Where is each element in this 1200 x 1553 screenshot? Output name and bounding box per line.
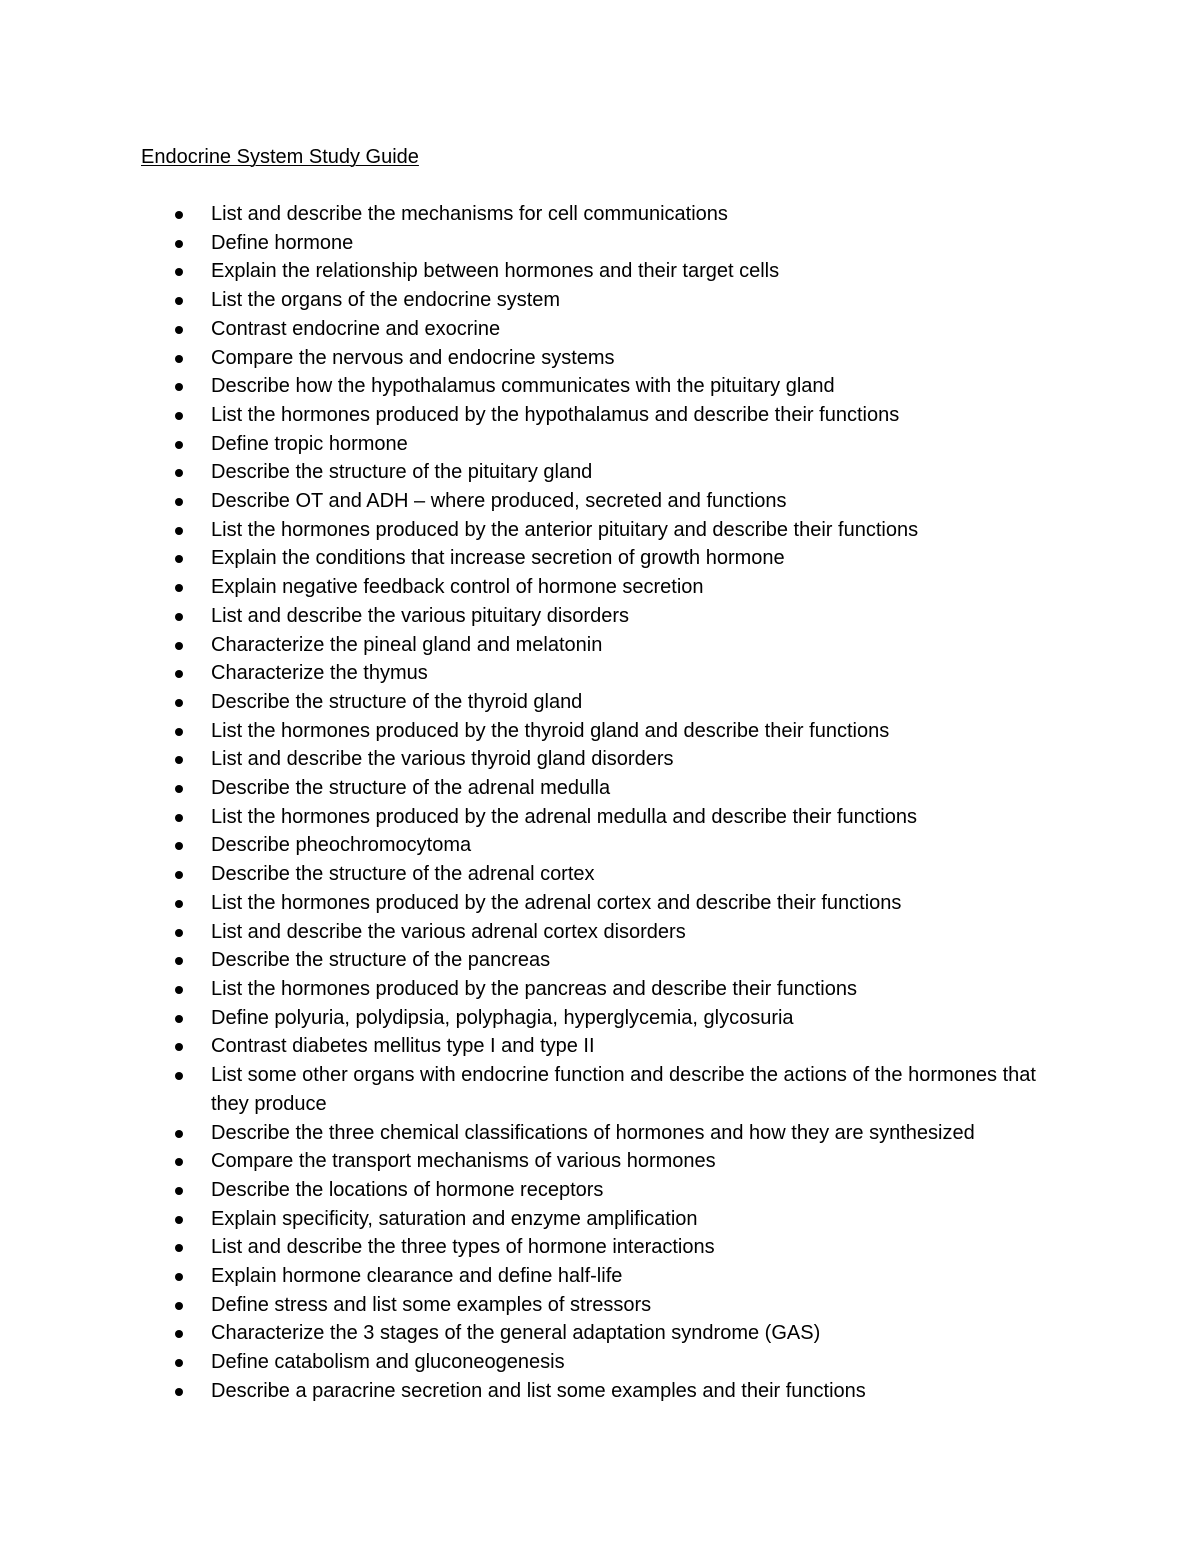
objective-text: Contrast diabetes mellitus type I and type II — [211, 1035, 595, 1058]
bullet-icon — [175, 383, 183, 391]
bullet-icon — [175, 211, 183, 219]
objective-text: List the hormones produced by the thyroid gland and describe their functions — [211, 719, 890, 742]
objective-item — [172, 200, 1052, 229]
objective-text: List some other organs with endocrine function and describe the actions of the hormones that they produce — [211, 1064, 1036, 1115]
objective-text: Characterize the 3 stages of the general adaptation syndrome (GAS) — [211, 1322, 821, 1345]
bullet-icon — [175, 871, 183, 879]
objective-text: Characterize the pineal gland and melatonin — [211, 633, 603, 656]
bullet-icon — [175, 1015, 183, 1023]
bullet-icon — [175, 929, 183, 937]
objective-item — [172, 889, 1052, 918]
objective-text: List the hormones produced by the adrenal cortex and describe their functions — [211, 891, 902, 914]
objective-text: List and describe the various pituitary disorders — [211, 604, 629, 627]
bullet-icon — [175, 1187, 183, 1195]
objective-item — [172, 458, 1052, 487]
bullet-icon — [175, 326, 183, 334]
objective-item — [172, 1377, 1052, 1406]
objective-item — [172, 975, 1052, 1004]
bullet-icon — [175, 555, 183, 563]
bullet-icon — [175, 699, 183, 707]
bullet-icon — [175, 756, 183, 764]
objective-item — [172, 688, 1052, 717]
objective-text: Describe OT and ADH – where produced, secreted and functions — [211, 490, 787, 513]
bullet-icon — [175, 1388, 183, 1396]
objective-text: Contrast endocrine and exocrine — [211, 317, 501, 340]
objective-text: Explain negative feedback control of hormone secretion — [211, 576, 704, 599]
objective-item — [172, 487, 1052, 516]
objective-text: List the hormones produced by the anterior pituitary and describe their functions — [211, 518, 919, 541]
objective-item — [172, 344, 1052, 373]
objective-item — [172, 659, 1052, 688]
objective-item — [172, 430, 1052, 459]
bullet-icon — [175, 842, 183, 850]
objective-text: Describe the structure of the pituitary gland — [211, 461, 593, 484]
objective-item — [172, 372, 1052, 401]
objective-text: List and describe the various thyroid gland disorders — [211, 748, 674, 771]
bullet-icon — [175, 957, 183, 965]
objective-text: Describe the locations of hormone receptors — [211, 1178, 604, 1201]
objective-item — [172, 544, 1052, 573]
bullet-icon — [175, 240, 183, 248]
objective-item — [172, 1205, 1052, 1234]
objective-text: Describe the three chemical classifications of hormones and how they are synthesized — [211, 1121, 975, 1144]
objective-text: Explain specificity, saturation and enzyme amplification — [211, 1207, 698, 1230]
objective-text: Explain hormone clearance and define half-life — [211, 1265, 623, 1288]
objective-text: Describe the structure of the pancreas — [211, 949, 551, 972]
objective-item — [172, 774, 1052, 803]
objective-item — [172, 1291, 1052, 1320]
bullet-icon — [175, 785, 183, 793]
objective-item — [172, 1119, 1052, 1148]
objective-item — [172, 946, 1052, 975]
objective-item — [172, 803, 1052, 832]
objective-item — [172, 602, 1052, 631]
objective-item — [172, 1061, 1052, 1118]
objective-text: List and describe the mechanisms for cell communications — [211, 203, 728, 225]
objective-item — [172, 1032, 1052, 1061]
bullet-icon — [175, 1330, 183, 1338]
bullet-icon — [175, 1158, 183, 1166]
bullet-icon — [175, 1072, 183, 1080]
objective-item — [172, 860, 1052, 889]
objective-item — [172, 229, 1052, 258]
objective-text: Describe the structure of the thyroid gland — [211, 690, 583, 713]
objective-text: Explain the relationship between hormones and their target cells — [211, 260, 780, 283]
objective-item — [172, 257, 1052, 286]
bullet-icon — [175, 527, 183, 535]
objective-text: Describe pheochromocytoma — [211, 834, 472, 857]
objective-text: Explain the conditions that increase secretion of growth hormone — [211, 547, 785, 570]
bullet-icon — [175, 642, 183, 650]
bullet-icon — [175, 1302, 183, 1310]
bullet-icon — [175, 469, 183, 477]
objectives-list — [172, 200, 1052, 1406]
bullet-icon — [175, 613, 183, 621]
objective-item — [172, 1147, 1052, 1176]
objective-item — [172, 1262, 1052, 1291]
bullet-icon — [175, 1043, 183, 1051]
objective-text: Describe a paracrine secretion and list some examples and their functions — [211, 1379, 866, 1402]
objective-item — [172, 1233, 1052, 1262]
objective-item — [172, 315, 1052, 344]
objective-item — [172, 401, 1052, 430]
bullet-icon — [175, 297, 183, 305]
objective-item — [172, 573, 1052, 602]
bullet-icon — [175, 441, 183, 449]
objective-text: List and describe the various adrenal cortex disorders — [211, 920, 686, 943]
objective-text: Define hormone — [211, 231, 354, 254]
bullet-icon — [175, 728, 183, 736]
bullet-icon — [175, 1216, 183, 1224]
objective-text: List the organs of the endocrine system — [211, 289, 561, 312]
objective-text: Compare the nervous and endocrine systems — [211, 346, 615, 369]
bullet-icon — [175, 584, 183, 592]
objective-text: List and describe the three types of hormone interactions — [211, 1236, 715, 1259]
bullet-icon — [175, 412, 183, 420]
objective-item — [172, 745, 1052, 774]
objective-text: Define tropic hormone — [211, 432, 408, 455]
document-title: Endocrine System Study Guide — [141, 146, 419, 168]
bullet-icon — [175, 1359, 183, 1367]
objective-item — [172, 1319, 1052, 1348]
objective-text: Define stress and list some examples of stressors — [211, 1293, 652, 1316]
bullet-icon — [175, 268, 183, 276]
objective-text: List the hormones produced by the adrenal medulla and describe their functions — [211, 805, 917, 828]
bullet-icon — [175, 1273, 183, 1281]
objective-text: List the hormones produced by the hypothalamus and describe their functions — [211, 403, 900, 426]
bullet-icon — [175, 1244, 183, 1252]
objective-text: Describe how the hypothalamus communicates with the pituitary gland — [211, 375, 835, 398]
bullet-icon — [175, 355, 183, 363]
bullet-icon — [175, 1130, 183, 1138]
objective-item — [172, 717, 1052, 746]
bullet-icon — [175, 814, 183, 822]
objective-item — [172, 1348, 1052, 1377]
objective-item — [172, 1004, 1052, 1033]
objective-text: Define catabolism and gluconeogenesis — [211, 1351, 565, 1374]
objective-text: Describe the structure of the adrenal medulla — [211, 777, 611, 800]
objective-item — [172, 516, 1052, 545]
objective-item — [172, 918, 1052, 947]
objective-text: List the hormones produced by the pancreas and describe their functions — [211, 977, 857, 1000]
objective-item — [172, 286, 1052, 315]
objective-item — [172, 631, 1052, 660]
objective-text: Describe the structure of the adrenal cortex — [211, 863, 595, 886]
bullet-icon — [175, 986, 183, 994]
bullet-icon — [175, 670, 183, 678]
objective-text: Compare the transport mechanisms of various hormones — [211, 1150, 716, 1173]
bullet-icon — [175, 900, 183, 908]
objective-text: Define polyuria, polydipsia, polyphagia, hyperglycemia, glycosuria — [211, 1006, 794, 1029]
objective-item — [172, 1176, 1052, 1205]
objective-text: Characterize the thymus — [211, 662, 428, 685]
objective-item — [172, 831, 1052, 860]
bullet-icon — [175, 498, 183, 506]
